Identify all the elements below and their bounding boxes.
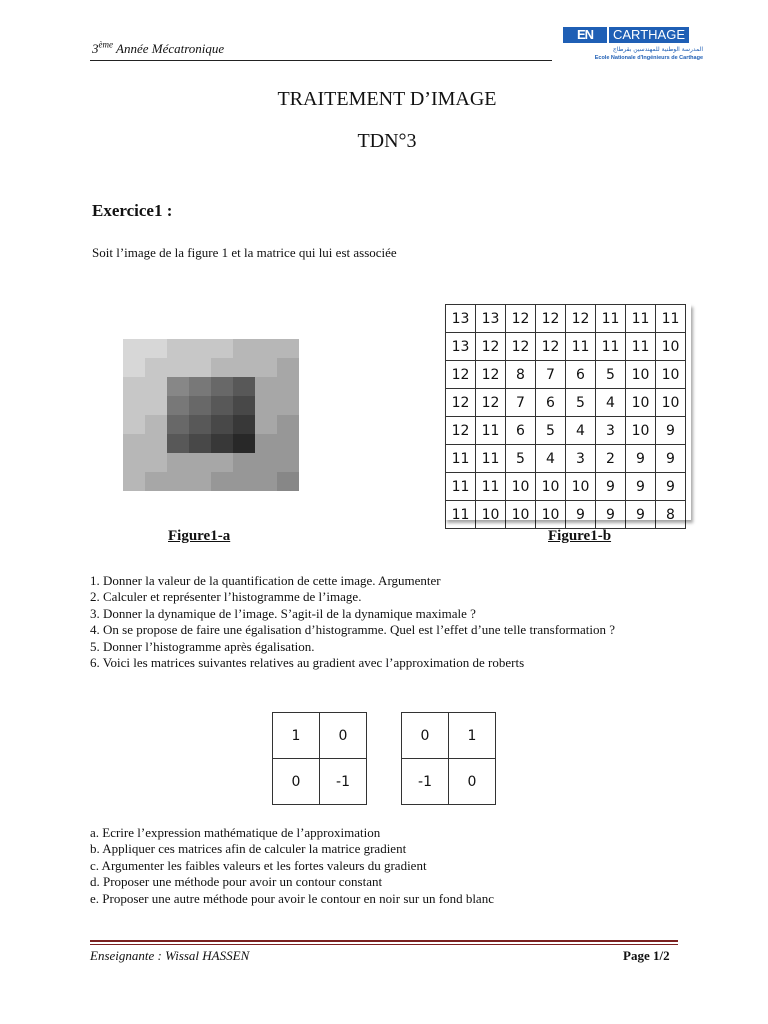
matrix-cell: 11 <box>656 305 686 333</box>
image-pixel <box>167 415 189 434</box>
question-item: 6. Voici les matrices suivantes relatives au gradient avec l’approximation de roberts <box>90 655 525 671</box>
kernel-row <box>402 713 496 759</box>
matrix-cell: 12 <box>476 333 506 361</box>
matrix-cell: 11 <box>446 501 476 529</box>
exercise-title: Exercice1 : <box>92 201 173 220</box>
matrix-cell: 10 <box>506 473 536 501</box>
subquestion-item: d. Proposer une méthode pour avoir un contour constant <box>90 874 383 890</box>
figure-1b-caption: Figure1-b <box>548 528 612 544</box>
document-subtitle: TDN°3 <box>357 130 417 152</box>
matrix-cell: 11 <box>626 305 656 333</box>
matrix-cell: 11 <box>596 333 626 361</box>
matrix-row <box>446 501 686 529</box>
image-pixel <box>277 472 299 491</box>
matrix-cell: 12 <box>446 417 476 445</box>
image-pixel <box>189 396 211 415</box>
matrix-cell: 11 <box>476 445 506 473</box>
matrix-cell: 12 <box>476 361 506 389</box>
matrix-row <box>446 389 686 417</box>
matrix-cell: 5 <box>536 417 566 445</box>
matrix-cell: 9 <box>626 501 656 529</box>
matrix-cell: 6 <box>566 361 596 389</box>
image-pixel <box>123 415 145 434</box>
roberts-kernel-2 <box>401 712 496 805</box>
image-pixel <box>211 339 233 358</box>
matrix-row <box>446 305 686 333</box>
image-pixel <box>211 453 233 472</box>
image-pixel <box>211 472 233 491</box>
matrix-cell: 9 <box>596 501 626 529</box>
image-pixel <box>211 434 233 453</box>
matrix-cell: 9 <box>626 473 656 501</box>
image-pixel <box>233 453 255 472</box>
matrix-cell: 10 <box>626 417 656 445</box>
matrix-cell: 4 <box>566 417 596 445</box>
matrix-row <box>446 333 686 361</box>
image-pixel <box>123 339 145 358</box>
image-pixel <box>123 472 145 491</box>
matrix-row <box>446 445 686 473</box>
subquestion-list <box>90 825 650 907</box>
course-year-superscript: ème <box>98 39 113 50</box>
matrix-cell: 12 <box>506 333 536 361</box>
image-pixel <box>255 453 277 472</box>
kernel-cell: -1 <box>320 759 367 805</box>
image-pixel <box>211 415 233 434</box>
figure-1b-matrix <box>445 304 686 529</box>
image-pixel <box>211 358 233 377</box>
matrix-cell: 6 <box>506 417 536 445</box>
course-year-text: Année Mécatronique <box>113 41 225 56</box>
image-pixel <box>167 358 189 377</box>
image-pixel <box>167 453 189 472</box>
logo-arabic-text: المدرسة الوطنية للمهندسين بقرطاج <box>612 46 703 53</box>
image-pixel <box>123 396 145 415</box>
document-title: TRAITEMENT D’IMAGE <box>277 88 497 110</box>
matrix-cell: 10 <box>536 501 566 529</box>
question-item: 3. Donner la dynamique de l’image. S’agit-il de la dynamique maximale ? <box>90 605 476 621</box>
matrix-cell: 4 <box>536 445 566 473</box>
matrix-cell: 11 <box>626 333 656 361</box>
image-pixel <box>277 358 299 377</box>
subquestion-item: a. Ecrire l’expression mathématique de l’approximation <box>90 825 381 840</box>
logo-mark: EN <box>563 27 607 43</box>
image-pixel <box>189 415 211 434</box>
matrix-cell: 13 <box>446 305 476 333</box>
footer-rule <box>90 940 678 942</box>
image-pixel <box>255 434 277 453</box>
image-pixel <box>123 453 145 472</box>
matrix-cell: 10 <box>506 501 536 529</box>
matrix-cell: 11 <box>446 473 476 501</box>
matrix-cell: 12 <box>536 305 566 333</box>
kernel-row <box>273 713 367 759</box>
image-pixel <box>167 396 189 415</box>
image-pixel <box>167 377 189 396</box>
exercise-intro: Soit l’image de la figure 1 et la matrice qui lui est associée <box>92 245 397 260</box>
matrix-cell: 3 <box>596 417 626 445</box>
subquestion-item: b. Appliquer ces matrices afin de calculer la matrice gradient <box>90 841 407 857</box>
matrix-cell: 9 <box>656 417 686 445</box>
kernel-row <box>402 759 496 805</box>
image-pixel <box>255 472 277 491</box>
matrix-cell: 5 <box>596 361 626 389</box>
matrix-cell: 10 <box>656 389 686 417</box>
school-logo <box>563 26 703 66</box>
kernel-cell: -1 <box>402 759 449 805</box>
matrix-row <box>446 361 686 389</box>
matrix-cell: 11 <box>596 305 626 333</box>
matrix-cell: 4 <box>596 389 626 417</box>
image-pixel <box>145 434 167 453</box>
image-pixel <box>233 339 255 358</box>
image-pixel <box>167 339 189 358</box>
image-pixel <box>233 396 255 415</box>
image-pixel <box>145 415 167 434</box>
image-pixel <box>189 358 211 377</box>
teacher-name: Enseignante : Wissal HASSEN <box>90 948 250 963</box>
matrix-cell: 11 <box>446 445 476 473</box>
matrix-cell: 3 <box>566 445 596 473</box>
matrix-cell: 2 <box>596 445 626 473</box>
matrix-cell: 9 <box>656 445 686 473</box>
kernel-cell: 0 <box>320 713 367 759</box>
kernel-cell: 1 <box>273 713 320 759</box>
kernel-cell: 1 <box>449 713 496 759</box>
question-item: 5. Donner l’histogramme après égalisation. <box>90 638 315 654</box>
matrix-cell: 10 <box>626 389 656 417</box>
matrix-cell: 9 <box>596 473 626 501</box>
matrix-cell: 10 <box>566 473 596 501</box>
image-pixel <box>255 396 277 415</box>
course-label <box>92 41 224 57</box>
image-pixel <box>167 472 189 491</box>
image-pixel <box>255 358 277 377</box>
image-pixel <box>233 358 255 377</box>
image-pixel <box>277 339 299 358</box>
course-year-number: 3 <box>92 41 99 56</box>
image-pixel <box>145 396 167 415</box>
subquestion-item: e. Proposer une autre méthode pour avoir le contour en noir sur un fond blanc <box>90 890 494 906</box>
kernel-cell: 0 <box>449 759 496 805</box>
image-pixel <box>145 453 167 472</box>
image-pixel <box>233 415 255 434</box>
matrix-cell: 12 <box>476 389 506 417</box>
matrix-cell: 10 <box>626 361 656 389</box>
image-pixel <box>277 377 299 396</box>
matrix-cell: 13 <box>476 305 506 333</box>
matrix-cell: 5 <box>566 389 596 417</box>
image-pixel <box>145 377 167 396</box>
matrix-cell: 10 <box>656 361 686 389</box>
matrix-cell: 11 <box>566 333 596 361</box>
image-pixel <box>145 358 167 377</box>
image-pixel <box>255 377 277 396</box>
kernel-row <box>273 759 367 805</box>
image-pixel <box>277 453 299 472</box>
footer-rule-thin <box>90 944 678 945</box>
figure-1a-image <box>123 339 299 491</box>
matrix-cell: 10 <box>536 473 566 501</box>
image-pixel <box>189 339 211 358</box>
matrix-cell: 9 <box>626 445 656 473</box>
matrix-cell: 10 <box>656 333 686 361</box>
image-pixel <box>189 434 211 453</box>
matrix-cell: 12 <box>446 389 476 417</box>
matrix-cell: 6 <box>536 389 566 417</box>
question-item: 1. Donner la valeur de la quantification de cette image. Argumenter <box>90 573 441 588</box>
image-pixel <box>123 434 145 453</box>
question-list <box>90 573 650 671</box>
matrix-cell: 7 <box>536 361 566 389</box>
question-item: 4. On se propose de faire une égalisation d’histogramme. Quel est l’effet d’une telle transformation ? <box>90 622 616 638</box>
image-pixel <box>233 434 255 453</box>
matrix-cell: 9 <box>566 501 596 529</box>
matrix-cell: 9 <box>656 473 686 501</box>
image-pixel <box>123 358 145 377</box>
matrix-cell: 11 <box>476 417 506 445</box>
matrix-cell: 10 <box>476 501 506 529</box>
matrix-row <box>446 417 686 445</box>
matrix-cell: 12 <box>506 305 536 333</box>
image-pixel <box>189 472 211 491</box>
image-pixel <box>211 396 233 415</box>
matrix-cell: 12 <box>566 305 596 333</box>
figure-1a-caption: Figure1-a <box>168 528 231 544</box>
image-pixel <box>167 434 189 453</box>
image-pixel <box>211 377 233 396</box>
roberts-kernel-1 <box>272 712 367 805</box>
matrix-cell: 7 <box>506 389 536 417</box>
image-pixel <box>277 415 299 434</box>
matrix-cell: 5 <box>506 445 536 473</box>
matrix-row <box>446 473 686 501</box>
kernel-cell: 0 <box>402 713 449 759</box>
image-pixel <box>145 472 167 491</box>
matrix-cell: 8 <box>506 361 536 389</box>
image-pixel <box>277 396 299 415</box>
matrix-cell: 12 <box>446 361 476 389</box>
matrix-cell: 12 <box>536 333 566 361</box>
image-pixel <box>145 339 167 358</box>
image-pixel <box>255 415 277 434</box>
image-pixel <box>123 377 145 396</box>
image-pixel <box>189 377 211 396</box>
kernel-cell: 0 <box>273 759 320 805</box>
image-pixel <box>255 339 277 358</box>
matrix-cell: 8 <box>656 501 686 529</box>
question-item: 2. Calculer et représenter l’histogramme de l’image. <box>90 589 362 605</box>
image-pixel <box>233 377 255 396</box>
image-pixel <box>277 434 299 453</box>
matrix-cell: 13 <box>446 333 476 361</box>
header-rule <box>90 60 552 61</box>
matrix-cell: 11 <box>476 473 506 501</box>
image-pixel <box>189 453 211 472</box>
subquestion-item: c. Argumenter les faibles valeurs et les fortes valeurs du gradient <box>90 857 427 873</box>
page-number: Page 1/2 <box>623 948 670 963</box>
logo-subtitle: Ecole Nationale d'Ingénieurs de Carthage <box>594 55 703 61</box>
image-pixel <box>233 472 255 491</box>
logo-name: CARTHAGE <box>609 27 689 43</box>
